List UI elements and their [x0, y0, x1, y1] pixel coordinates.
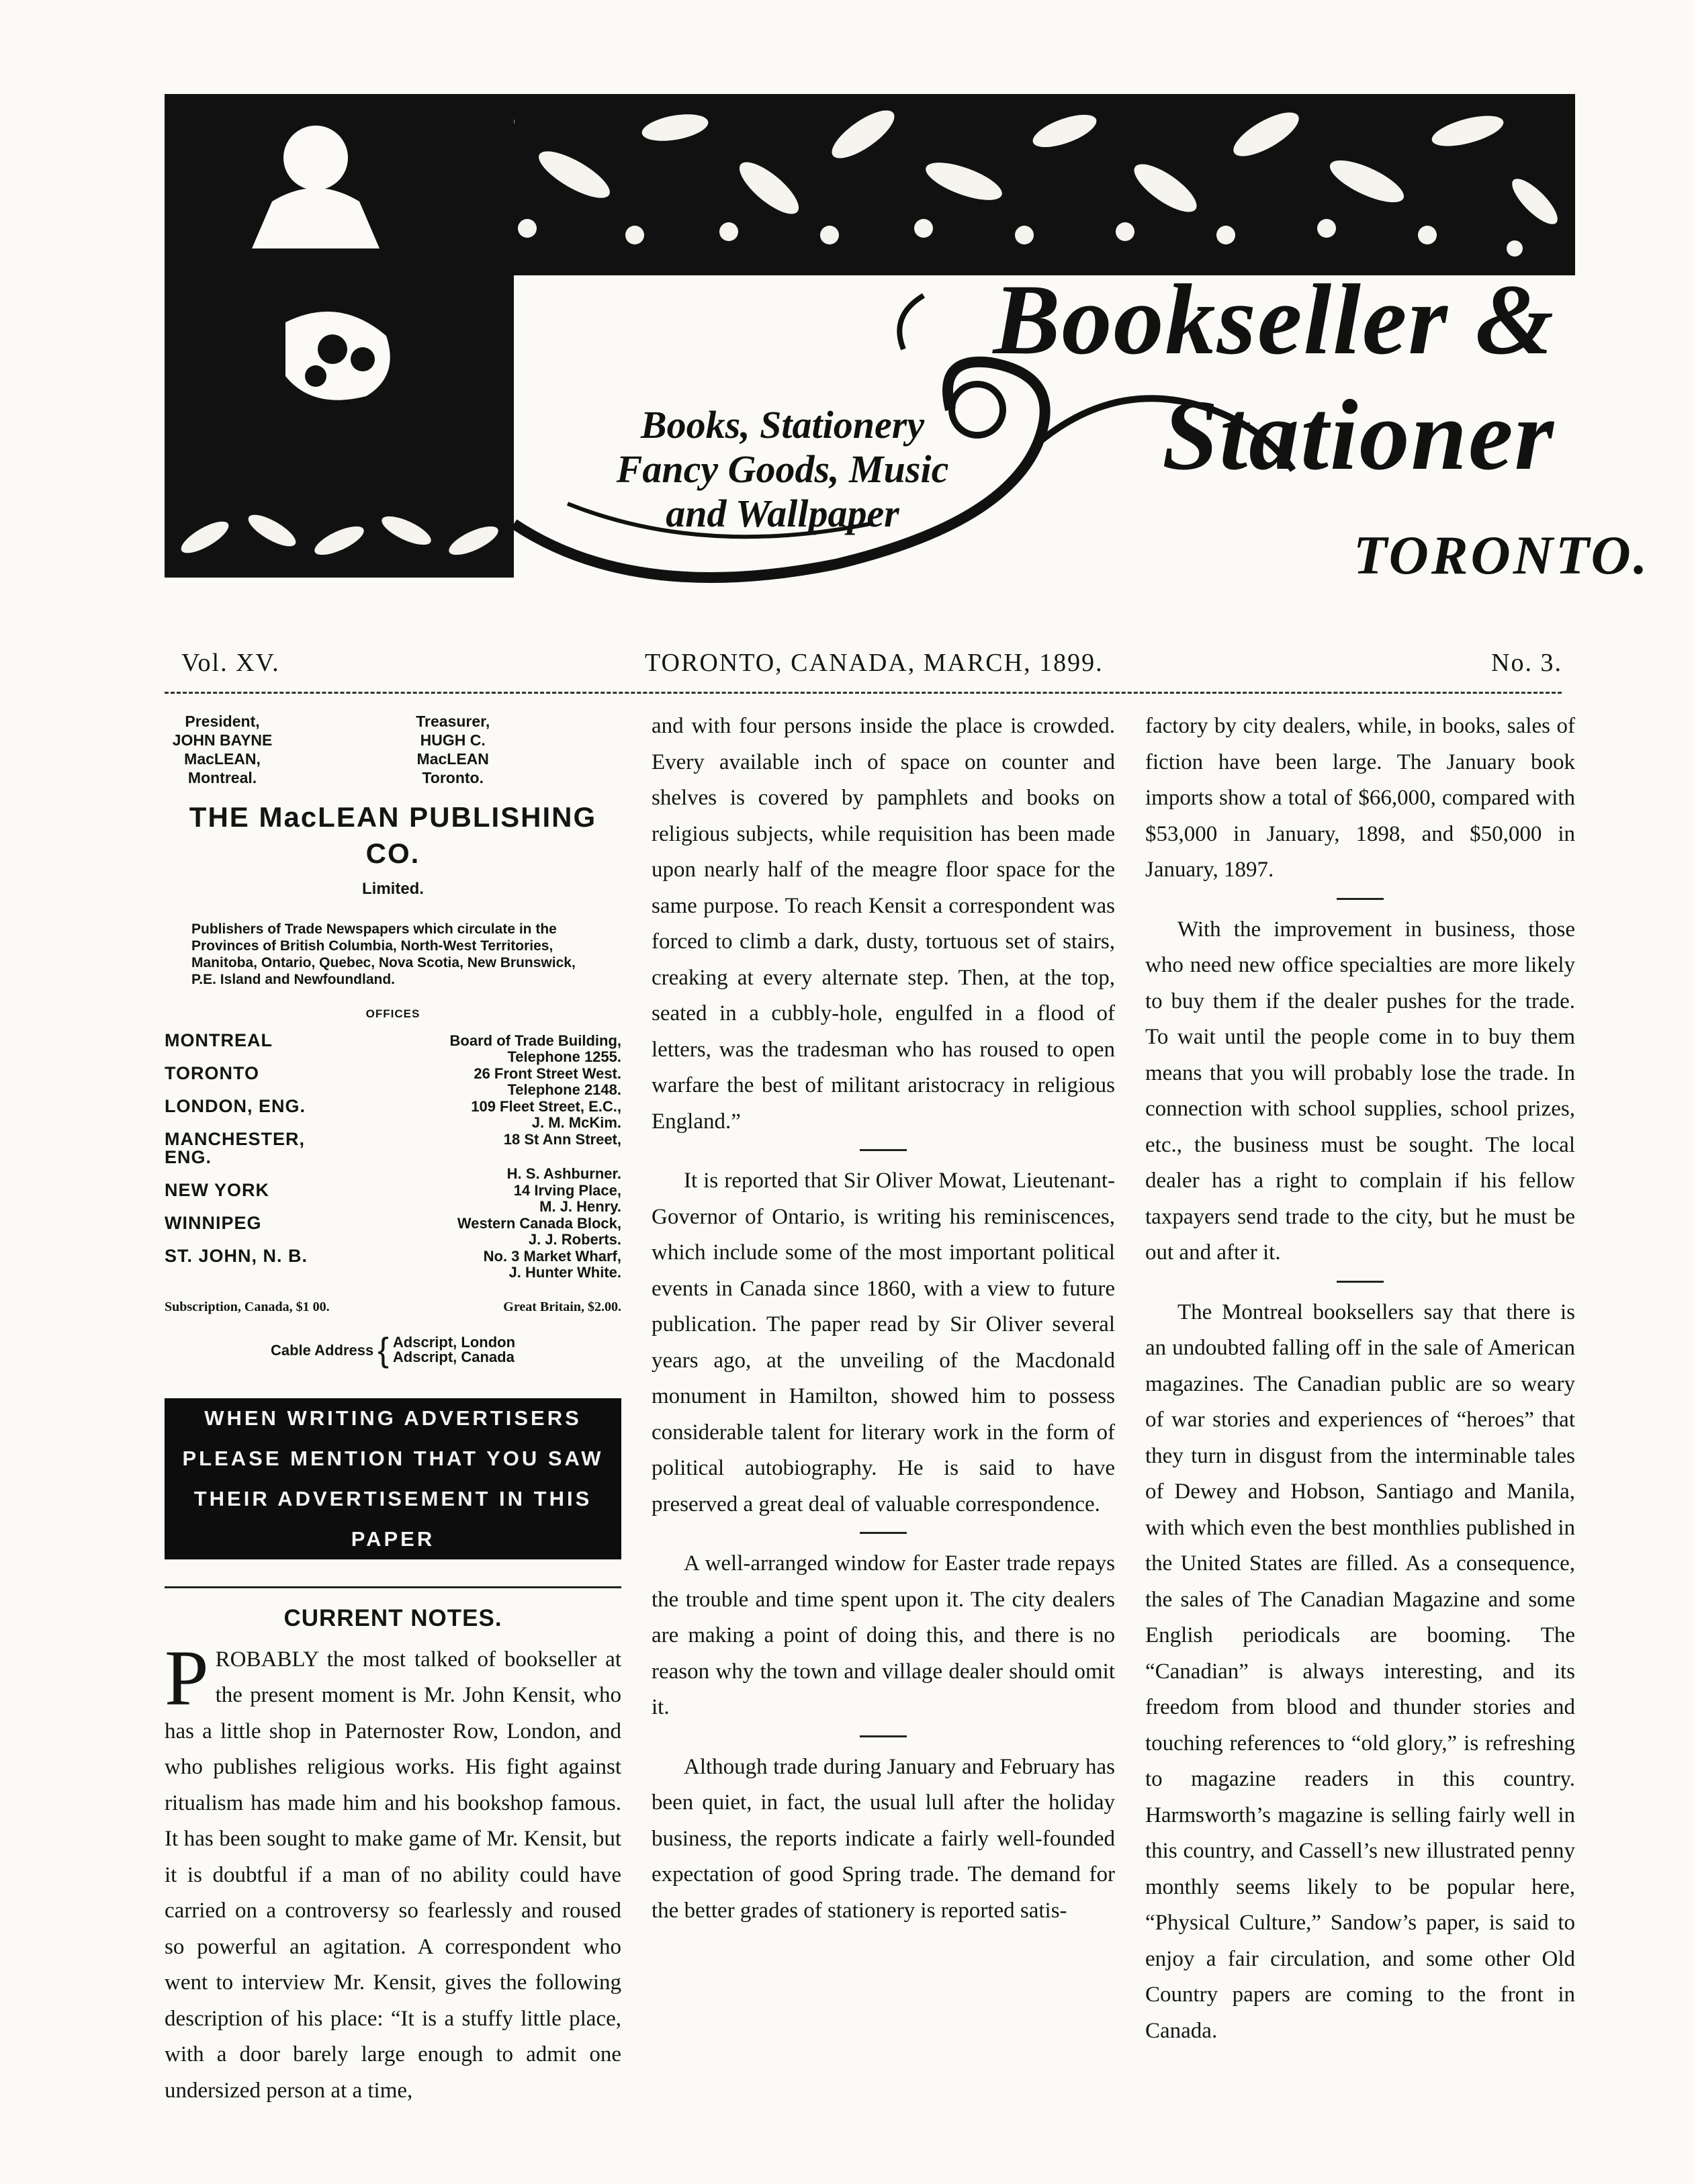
treasurer	[402, 712, 615, 787]
paragraph: factory by city dealers, while, in books, sales of fiction have been large. The January book imports show a total of $66,000, compared with $53,000 in January, 1898, and $50,000 in January, 1897.	[1145, 714, 1575, 882]
president-title: President,	[185, 713, 260, 730]
office-address: Western Canada Block,	[457, 1215, 621, 1232]
office-contact: J. M. McKim.	[531, 1114, 621, 1131]
article-body-col1	[165, 1633, 621, 2109]
office-entry	[165, 1181, 621, 1214]
volume-label: Vol. XV.	[181, 649, 280, 677]
separator-rule	[1337, 1281, 1384, 1283]
brace-glyph: {	[377, 1330, 389, 1369]
masthead	[165, 94, 1650, 618]
offices-list	[165, 1032, 621, 1280]
office-entry	[165, 1097, 621, 1130]
subscription-canada: Subscription, Canada, $1 00.	[165, 1300, 330, 1314]
masthead-title: Bookseller & Stationer	[993, 264, 1555, 491]
office-entry	[165, 1032, 621, 1064]
cable-london: Adscript, London	[392, 1334, 516, 1351]
publisher-description: Publishers of Trade Newspapers which circulate in the Provinces of British Columbia, North-West Territories, Manitoba, Ontario, Quebec, Nova Scotia, New Brunswick, P.E. Island and Newfoundland.	[191, 921, 576, 987]
separator-rule	[860, 1149, 907, 1151]
office-address: 14 Irving Place,	[513, 1182, 621, 1199]
paragraph: ROBABLY the most talked of bookseller at the present moment is Mr. John Kensit, who has a little shop in Paternoster Row, London, and who publishes religious works. His fight against ritualism has made him and his bookshop famous. It has been sought to make game of Mr. Kensit, but it is doubtful if a man of no ability could have carried on a controversy so fearlessly and roused so powerful an agitation. A correspondent who went to interview Mr. Kensit, gives the following description of his place: “It is a stuffy little place, with a door barely large enough to admit one undersized person at a time,	[165, 1647, 621, 2103]
company-name: THE MacLEAN PUBLISHING CO.	[189, 801, 597, 869]
office-city: MANCHESTER, ENG.	[165, 1129, 306, 1167]
office-address: 109 Fleet Street, E.C.,	[471, 1098, 621, 1115]
paragraph: Although trade during January and February has been quiet, in fact, the usual lull after the holiday business, the reports indicate a fairly well-founded expectation of good Spring trade. The demand for the better grades of stationery is reported satis-	[652, 1754, 1115, 1923]
notice-line: THEIR ADVERTISEMENT IN THIS PAPER	[193, 1487, 592, 1551]
office-contact: H. S. Ashburner.	[506, 1165, 621, 1182]
office-contact: J. Hunter White.	[508, 1264, 621, 1281]
office-entry	[165, 1247, 621, 1280]
paragraph: The Montreal booksellers say that there is an undoubted falling off in the sale of American magazines. The Canadian public are so weary of war stories and experiences of “heroes” that they turn in disgust from the interminable tales of Dewey and Hobson, Santiago and Manila, with which even the best monthlies published in the United States are filled. As a consequence, the sales of The Canadian Magazine and some English periodicals are booming. The “Canadian” is always interesting, and its freedom from blood and thunder stories and touching references to “old glory,” is refreshing to magazine readers in this country. Harmsworth’s magazine is selling fairly well in this country, and Cassell’s new illustrated penny monthly seems likely to be popular here, “Physical Culture,” Sandow’s paper, is said to enjoy a fair circulation, and some other Old Country papers are coming to the front in Canada.	[1145, 1300, 1575, 2043]
header-rule	[165, 692, 1562, 694]
treasurer-city: Toronto.	[422, 769, 484, 786]
issue-date: TORONTO, CANADA, MARCH, 1899.	[645, 649, 1104, 677]
office-city: WINNIPEG	[165, 1213, 262, 1233]
office-address: 26 Front Street West.	[474, 1065, 621, 1082]
offices-heading: OFFICES	[365, 1007, 420, 1020]
separator-rule	[860, 1532, 907, 1534]
subtitle-line: and Wallpaper	[666, 492, 899, 535]
company-limited: Limited.	[361, 880, 424, 898]
president-city: Montreal.	[187, 769, 257, 786]
subscription-rates	[165, 1289, 621, 1326]
paragraph: It is reported that Sir Oliver Mowat, Lieutenant-Governor of Ontario, is writing his reminiscences, which include some of the most important political events in Canada since 1860, with a view to future publication. The paper read by Sir Oliver several years ago, at the unveiling of the Macdonald monument in Hamilton, showed him to possess considerable talent for literary work in the form of political autobiography. He is said to have preserved a great deal of valuable correspondence.	[652, 1169, 1115, 1516]
office-city: ST. JOHN, N. B.	[165, 1246, 308, 1266]
treasurer-title: Treasurer,	[416, 713, 490, 730]
drop-cap: P	[165, 1633, 209, 1722]
masthead-subtitle	[581, 403, 984, 536]
subtitle-line: Books, Stationery	[640, 403, 925, 447]
office-city: MONTREAL	[165, 1030, 273, 1050]
cable-lines	[393, 1335, 515, 1365]
section-rule	[165, 1586, 621, 1588]
separator-rule	[1337, 898, 1384, 900]
office-contact: M. J. Henry.	[539, 1198, 621, 1215]
masthead-city: TORONTO.	[1353, 525, 1650, 586]
paragraph: A well-arranged window for Easter trade repays the trouble and time spent upon it. The city dealers are making a point of doing this, and there is no reason why the town and village dealer should omit it.	[652, 1551, 1115, 1719]
issue-number: No. 3.	[1491, 649, 1562, 677]
office-address: Board of Trade Building,	[449, 1032, 621, 1049]
section-heading: CURRENT NOTES.	[283, 1605, 502, 1631]
office-entry	[165, 1214, 621, 1247]
office-contact: J. J. Roberts.	[528, 1231, 621, 1248]
office-city: LONDON, ENG.	[165, 1096, 306, 1116]
office-city: NEW YORK	[165, 1180, 270, 1200]
separator-rule	[860, 1735, 907, 1737]
office-city: TORONTO	[165, 1063, 260, 1083]
subscription-britain: Great Britain, $2.00.	[503, 1300, 621, 1314]
notice-line: PLEASE MENTION THAT YOU SAW	[182, 1447, 604, 1470]
column-left	[165, 712, 621, 2109]
office-contact: Telephone 2148.	[507, 1081, 621, 1098]
office-address: 18 St Ann Street,	[503, 1131, 621, 1148]
column-right	[1145, 709, 1575, 2049]
treasurer-name: HUGH C. MacLEAN	[416, 731, 489, 768]
office-address: No. 3 Market Wharf,	[483, 1248, 621, 1265]
officers-block	[165, 712, 621, 787]
president-name: JOHN BAYNE MacLEAN,	[172, 731, 273, 768]
paragraph: With the improvement in business, those who need new office specialties are more likely to buy them if the dealer pushes for the trade. To wait until the people come in to buy them means that you will probably lose the trade. In connection with school supplies, school prizes, etc., the business must be sought. The local dealer has a right to complain if his fellow taxpayers send trade to the city, but he must be out and after it.	[1145, 917, 1575, 1265]
notice-line: WHEN WRITING ADVERTISERS	[204, 1406, 582, 1430]
cable-label: Cable Address	[270, 1341, 374, 1359]
cable-canada: Adscript, Canada	[392, 1349, 515, 1366]
president	[171, 712, 384, 787]
advertiser-notice-box	[165, 1398, 621, 1559]
office-entry	[165, 1064, 621, 1097]
column-middle	[652, 709, 1115, 1929]
office-entry	[165, 1130, 621, 1181]
office-contact: Telephone 1255.	[507, 1048, 621, 1065]
paragraph: and with four persons inside the place is crowded. Every available inch of space on counter and shelves is covered by pamphlets and books on religious subjects, while requisition has been made upon nearly half of the meagre floor space for the same purpose. To reach Kensit a correspondent was forced to climb a dark, dusty, tortuous set of stairs, creaking at every alternate step. Then, at the top, seated in a cubbly-hole, engulfed in a flood of letters, was the tradesman who has roused to open warfare the best of militant aristocracy in religious England.”	[652, 714, 1115, 1134]
subtitle-line: Fancy Goods, Music	[616, 447, 949, 491]
cable-address	[165, 1332, 621, 1369]
